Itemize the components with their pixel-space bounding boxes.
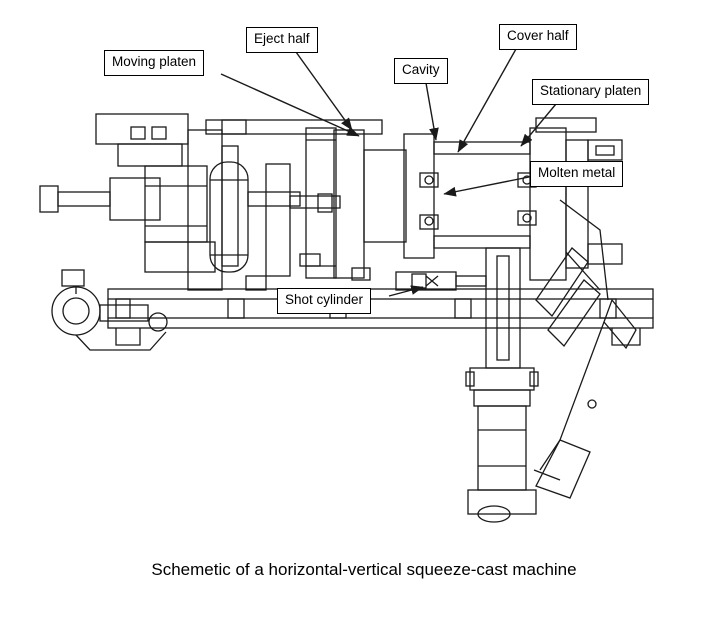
- injection-plunger-rod: [497, 256, 509, 360]
- linkage-arm-upper: [560, 200, 608, 300]
- manifold-neck: [118, 144, 182, 166]
- eject-half-plate: [334, 130, 364, 278]
- moving-platen-rib: [222, 146, 238, 266]
- detail-block-b: [246, 276, 266, 290]
- shot-cylinder-valve: [412, 274, 426, 288]
- ladle-arm-lower: [548, 280, 600, 346]
- moving-platen: [188, 130, 222, 290]
- stationary-platen-rib: [566, 140, 588, 268]
- injection-base-plate: [468, 490, 536, 514]
- arm-pivot-pin: [588, 400, 596, 408]
- ladle-spout: [534, 470, 560, 480]
- figure-caption: Schemetic of a horizontal-vertical squeeze-cast machine: [151, 560, 577, 579]
- platen-bracket-port: [596, 146, 614, 155]
- tie-rod-end-cap: [40, 186, 58, 212]
- platen-bracket-lower: [588, 244, 622, 264]
- callout-cover-half: Cover half: [499, 24, 577, 50]
- leader-moving-platen: [221, 74, 359, 136]
- pivot-block: [604, 300, 636, 348]
- bed-rib-4: [455, 299, 471, 318]
- motor-housing: [52, 287, 100, 335]
- injection-cylinder-barrel: [478, 406, 526, 490]
- bed-bottom-rail: [108, 318, 653, 328]
- cavity-block: [404, 134, 434, 258]
- shot-cylinder-rod: [456, 276, 486, 286]
- callout-cavity: Cavity: [394, 58, 448, 84]
- cylinder-head-left: [110, 178, 160, 220]
- fastener-lower-bolt: [425, 217, 433, 225]
- guide-column-left: [266, 164, 290, 276]
- leg-left: [116, 328, 140, 345]
- manifold-port-b: [152, 127, 166, 139]
- injection-head-lower: [474, 390, 530, 406]
- pour-arm: [540, 322, 604, 470]
- ladle-arm-upper: [536, 248, 588, 316]
- pump-linkage: [76, 332, 166, 350]
- motor-shaft-housing: [63, 298, 89, 324]
- fastener-upper: [420, 173, 438, 187]
- fastener-right-lower: [518, 211, 536, 225]
- callout-shot-cylinder: Shot cylinder: [277, 288, 371, 314]
- leader-lines-group: [221, 49, 556, 296]
- detail-block-a: [300, 254, 320, 266]
- leader-cover-half: [458, 49, 516, 152]
- tie-rod: [58, 192, 110, 206]
- shot-cylinder-valve-cross: [426, 276, 438, 286]
- bed-rib-2: [228, 299, 244, 318]
- injection-head-upper: [470, 368, 534, 390]
- bed-rib-1: [116, 299, 130, 318]
- tie-bar-upper: [248, 192, 300, 206]
- manifold-port-a: [131, 127, 145, 139]
- cavity-insert: [364, 150, 406, 242]
- die-bottom-platen-plate: [434, 236, 530, 248]
- tie-bar-collar: [318, 194, 332, 212]
- moving-platen-top-cap: [206, 120, 246, 134]
- leader-stationary-platen: [521, 104, 556, 146]
- motor-terminal-box: [62, 270, 84, 286]
- leader-molten-metal: [444, 177, 529, 194]
- callout-eject-half: Eject half: [246, 27, 318, 53]
- clamp-cylinder-base: [145, 242, 215, 272]
- leader-cavity: [426, 83, 436, 140]
- platen-bracket-upper: [588, 140, 622, 160]
- stationary-platen: [530, 128, 566, 280]
- callout-moving-platen: Moving platen: [104, 50, 204, 76]
- vertical-injection-column: [486, 248, 520, 368]
- leader-eject-half: [296, 52, 352, 130]
- die-top-platen-plate: [434, 142, 530, 154]
- fastener-upper-bolt: [425, 176, 433, 184]
- ladle-cup: [536, 440, 590, 498]
- callout-stationary-platen: Stationary platen: [532, 79, 649, 105]
- callout-molten-metal: Molten metal: [530, 161, 623, 187]
